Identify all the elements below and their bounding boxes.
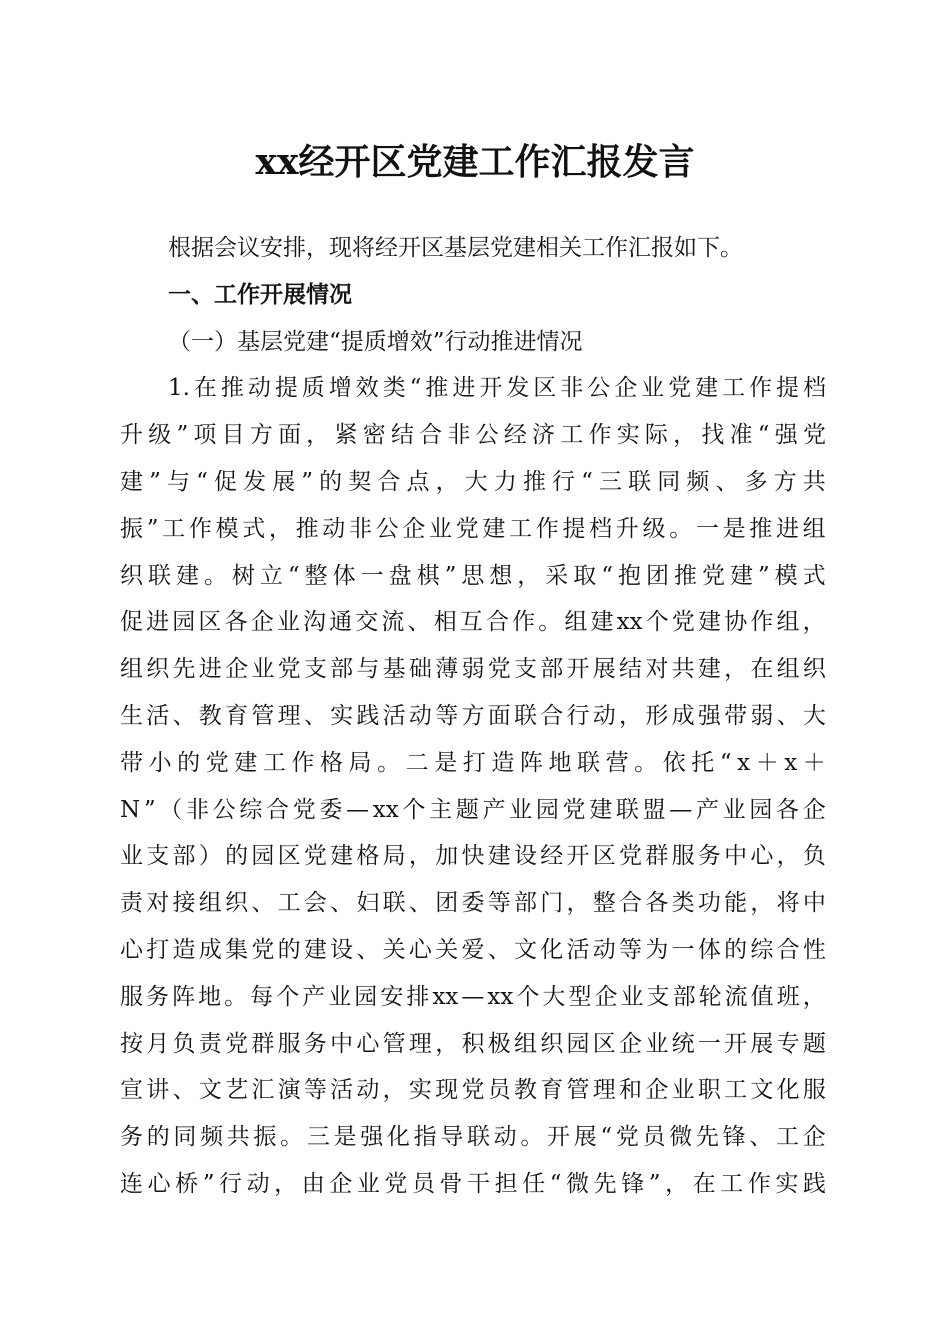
section-heading: 一、工作开展情况	[168, 281, 352, 308]
paragraph-line: 1. 在 推 动 提 质 增 效 类 “ 推 进 开 发 区 非 公 企 业 党 建 工 作 提 档	[168, 375, 826, 402]
paragraph-line: 织 联 建 。 树 立 “ 整 体 一 盘 棋 ” 思 想 ， 采 取 “ 抱 团 推 党 建 ” 模 式	[120, 562, 826, 589]
paragraph-line: 心 打 造 成 集 党 的 建 设 、 关 心 关 爱 、 文 化 活 动 等 为 一 体 的 综 合 性	[120, 936, 826, 963]
paragraph-line: 建 ” 与 “ 促 发 展 ” 的 契 合 点 ， 大 力 推 行 “ 三 联 同 频 、 多 方 共	[120, 468, 826, 495]
paragraph-line: 组 织 先 进 企 业 党 支 部 与 基 础 薄 弱 党 支 部 开 展 结 对 共 建 ， 在 组 织	[120, 656, 826, 683]
paragraph-line: 按 月 负 责 党 群 服 务 中 心 管 理 ， 积 极 组 织 园 区 企 业 统 一 开 展 专 题	[120, 1030, 826, 1057]
paragraph-line: 务 的 同 频 共 振 。 三 是 强 化 指 导 联 动 。 开 展 “ 党 员 微 先 锋 、 工 企	[120, 1124, 826, 1151]
paragraph-line: 生 活 、 教 育 管 理 、 实 践 活 动 等 方 面 联 合 行 动 ， 形 成 强 带 弱 、 大	[120, 702, 826, 729]
paragraph-line: 振 ” 工 作 模 式 ， 推 动 非 公 企 业 党 建 工 作 提 档 升 级 。 一 是 推 进 组	[120, 515, 826, 542]
paragraph-line: 升 级 ” 项 目 方 面 ， 紧 密 结 合 非 公 经 济 工 作 实 际 ， 找 准 “ 强 党	[120, 422, 826, 449]
paragraph-line: 带 小 的 党 建 工 作 格 局 。 二 是 打 造 阵 地 联 营 。 依 托 “ x ＋ x ＋	[120, 749, 826, 776]
paragraph-1	[120, 365, 826, 1207]
paragraph-line: N ” （ 非 公 综 合 党 委 — xx 个 主 题 产 业 园 党 建 联 盟 — 产 业 园 各 企	[120, 796, 826, 823]
document-body	[120, 225, 826, 1208]
paragraph-line: 连 心 桥 ” 行 动 ， 由 企 业 党 员 骨 干 担 任 “ 微 先 锋 ” ， 在 工 作 实 践	[120, 1170, 826, 1197]
paragraph-line: 宣 讲 、 文 艺 汇 演 等 活 动 ， 实 现 党 员 教 育 管 理 和 企 业 职 工 文 化 服	[120, 1077, 826, 1104]
paragraph-line: 业 支 部 ） 的 园 区 党 建 格 局 ， 加 快 建 设 经 开 区 党 群 服 务 中 心 ， 负	[120, 843, 826, 870]
paragraph-line: 促 进 园 区 各 企 业 沟 通 交 流 、 相 互 合 作 。 组 建 xx 个 党 建 协 作 组 ，	[120, 609, 826, 636]
paragraph-line: 责 对 接 组 织 、 工 会 、 妇 联 、 团 委 等 部 门 ， 整 合 各 类 功 能 ， 将 中	[120, 890, 826, 917]
intro-paragraph: 根据会议安排，现将经开区基层党建相关工作汇报如下。	[168, 235, 743, 261]
subsection-heading: （一）基层党建“提质增效”行动推进情况	[168, 328, 583, 355]
document-title: xx经开区党建工作汇报发言	[255, 141, 695, 183]
paragraph-line: 服 务 阵 地 。 每 个 产 业 园 安 排 xx — xx 个 大 型 企 业 支 部 轮 流 值 班 ，	[120, 983, 826, 1010]
